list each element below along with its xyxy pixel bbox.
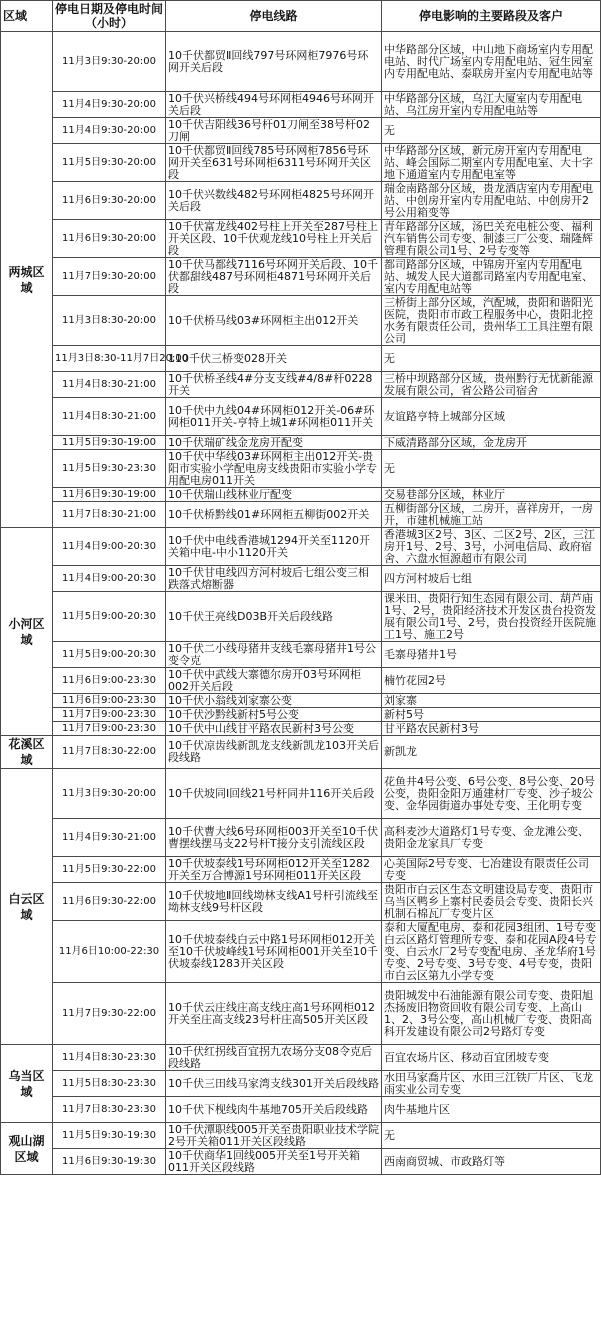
affect-cell: 肉牛基地片区 — [382, 1097, 601, 1123]
time-cell: 11月3日9:30-20:00 — [53, 32, 166, 92]
time-cell: 11月3日8:30-20:00 — [53, 296, 166, 346]
line-cell: 10千伏兴桥线494号环网柜4946号环网开关后段 — [166, 92, 382, 118]
region-cell: 花溪区域 — [1, 736, 53, 769]
line-cell: 10千伏曹大线6号环网柜003开关至10千伏曹摆线摆马支22号杆T接分支引流线区段 — [166, 819, 382, 857]
table-body — [1, 32, 601, 1175]
line-cell: 10千伏兴数线482号环网柜4825号环网开关后段 — [166, 182, 382, 220]
line-cell: 10千伏潭职线005开关至贵阳职业技术学院2号开关箱011开关区段线路 — [166, 1123, 382, 1149]
time-cell: 11月5日9:30-19:30 — [53, 1123, 166, 1149]
line-cell: 10千伏下枧线肉牛基地705开关后段线路 — [166, 1097, 382, 1123]
affect-cell: 交易巷部分区域，林业厅 — [382, 488, 601, 502]
table-row — [1, 883, 601, 921]
table-row — [1, 182, 601, 220]
affect-cell: 毛寨母猪井1号 — [382, 642, 601, 668]
line-cell: 10千伏吉阳线36号杆01刀闸至38号杆02刀闸 — [166, 118, 382, 144]
affect-cell: 都司路部分区域，中锦房开室内专用配电站、城发人民大道都司路室内专用配电室、室内专用配电站等 — [382, 258, 601, 296]
affect-cell: 无 — [382, 1123, 601, 1149]
table-row — [1, 1149, 601, 1175]
affect-cell: 瑞金南路部分区域，贵龙酒店室内专用配电站、中创房开室内专用配电站、中创房开2号公用箱变等 — [382, 182, 601, 220]
affect-cell: 新凯龙 — [382, 736, 601, 769]
table-row — [1, 450, 601, 488]
affect-cell: 五柳街部分区域，二房开，喜祥房开，一房开，市建机械施工站 — [382, 502, 601, 528]
header-line: 停电线路 — [166, 1, 382, 32]
table-row — [1, 436, 601, 450]
region-cell: 小河区域 — [1, 528, 53, 736]
line-cell: 10千伏小翁线刘家寨公变 — [166, 694, 382, 708]
table-row — [1, 857, 601, 883]
affect-cell: 楠竹花园2号 — [382, 668, 601, 694]
line-cell: 10千伏都贸Ⅱ回线785号环网柜7856号环网开关至631号环网柜6311号环网开关区段 — [166, 144, 382, 182]
table-row — [1, 694, 601, 708]
table-row — [1, 258, 601, 296]
region-cell: 白云区域 — [1, 769, 53, 1045]
line-cell: 10千伏马都线7116号环网开关后段、10千伏都甜线487号环网柜4871号环网开关后段 — [166, 258, 382, 296]
time-cell: 11月3日8:30-11月7日20:00 — [53, 346, 166, 372]
affect-cell: 甘平路农民新村3号 — [382, 722, 601, 736]
line-cell: 10千伏坡泰线1号环网柜012开关至1282开关至万合博源1号环网柜011开关区段 — [166, 857, 382, 883]
affect-cell: 四方河村坡后七组 — [382, 566, 601, 592]
table-row — [1, 1097, 601, 1123]
line-cell: 10千伏沙黔线新村5号公变 — [166, 708, 382, 722]
region-cell: 乌当区域 — [1, 1045, 53, 1123]
time-cell: 11月6日10:00-22:30 — [53, 921, 166, 983]
affect-cell: 水田马家喬片区、水田三江铁厂片区、飞龙雨实业公司专变 — [382, 1071, 601, 1097]
line-cell: 10千伏坡泰线白云中路1号环网柜012开关至10千伏坡峰线1号环网柜001开关至10千伏坡泰线1283开关区段 — [166, 921, 382, 983]
line-cell: 10千伏二小线母猪井支线毛寨母猪井1号公变令克 — [166, 642, 382, 668]
header-time: 停电日期及停电时间（小时） — [53, 1, 166, 32]
line-cell: 10千伏瑞矿线金龙房开配变 — [166, 436, 382, 450]
affect-cell: 西南商贸城、市政路灯等 — [382, 1149, 601, 1175]
table-row — [1, 32, 601, 92]
table-row — [1, 769, 601, 819]
table-header-row — [1, 1, 601, 32]
line-cell: 10千伏云庄线庄高支线庄高1号环网柜012开关至庄高支线23号杆庄高505开关区段 — [166, 983, 382, 1045]
affect-cell: 心美国际2号专变、七冶建设有限责任公司专变 — [382, 857, 601, 883]
time-cell: 11月4日9:30-21:00 — [53, 819, 166, 857]
affect-cell: 下威清路部分区域，金龙房开 — [382, 436, 601, 450]
line-cell: 10千伏红拐线百宜拐九农场分支08令克后段线路 — [166, 1045, 382, 1071]
affect-cell: 百宜农场片区、移动百宜团坡专变 — [382, 1045, 601, 1071]
table-row — [1, 592, 601, 642]
time-cell: 11月6日9:30-20:00 — [53, 220, 166, 258]
line-cell: 10千伏桥马线03#环网柜主出012开关 — [166, 296, 382, 346]
line-cell: 10千伏都贸Ⅱ回线797号环网柜7976号环网开关后段 — [166, 32, 382, 92]
table-row — [1, 1071, 601, 1097]
time-cell: 11月7日9:30-22:00 — [53, 983, 166, 1045]
affect-cell: 刘家寨 — [382, 694, 601, 708]
affect-cell: 中华路部分区域，中山地下商场室内专用配电站、时代广场室内专用配电站、冠生园室内专用配电站、泰联房开室内专用配电站等 — [382, 32, 601, 92]
line-cell: 10千伏中山线甘平路农民新村3号公变 — [166, 722, 382, 736]
table-row — [1, 144, 601, 182]
affect-cell: 贵阳市白云区生态文明建设局专变、贵阳市乌当区鸭乡上寨村民委员会专变、贵阳长兴机制石棉瓦厂专变片区 — [382, 883, 601, 921]
table-row — [1, 736, 601, 769]
time-cell: 11月5日9:30-22:00 — [53, 857, 166, 883]
table-row — [1, 398, 601, 436]
affect-cell: 课米田、贵阳行知生态园有限公司、葫芦庙1号、2号，贵阳经济技术开发区贵台投资发展有限公司1号、2号，贵台投资经开医院施工1号、施工2号 — [382, 592, 601, 642]
line-cell: 10千伏中武线大寨德尔房开03号环网柜002开关后段 — [166, 668, 382, 694]
line-cell: 10千伏桥黔线01#环网柜五柳街002开关 — [166, 502, 382, 528]
table-row — [1, 819, 601, 857]
line-cell: 10千伏富龙线402号柱上开关至287号柱上开关区段、10千伏观龙线10号柱上开关后段 — [166, 220, 382, 258]
line-cell: 10千伏中华线03#环网柜主出012开关-贵阳市实验小学配电房支线贵阳市实验小学专用配电房011开关 — [166, 450, 382, 488]
time-cell: 11月6日9:30-19:00 — [53, 488, 166, 502]
header-region: 区域 — [1, 1, 53, 32]
table-row — [1, 346, 601, 372]
time-cell: 11月6日9:30-20:00 — [53, 182, 166, 220]
affect-cell: 贵阳城发中石油能源有限公司专变、贵阳旭杰扬废旧物资回收有限公司专变、上高山1、2、3号公变，高山机械厂专变、贵阳高科开发建设有限公司2号路灯专变 — [382, 983, 601, 1045]
affect-cell: 无 — [382, 450, 601, 488]
table-row — [1, 92, 601, 118]
affect-cell: 花鱼井4号公变、6号公变、8号公变、20号公变，贵阳金阳万通建材厂专变、沙子坡公变、金华园街道办事处专变、王化明专变 — [382, 769, 601, 819]
affect-cell: 友谊路亨特上城部分区域 — [382, 398, 601, 436]
line-cell: 10千伏甘电线四方河村坡后七组公变三相跌落式熔断器 — [166, 566, 382, 592]
table-row — [1, 983, 601, 1045]
table-row — [1, 1045, 601, 1071]
table-row — [1, 708, 601, 722]
line-cell: 10千伏商华1回线005开关至1号开关箱011开关区段线路 — [166, 1149, 382, 1175]
time-cell: 11月4日9:30-20:00 — [53, 92, 166, 118]
affect-cell: 泰和大厦配电房、泰和花园3组团、1号专变白云区路灯管理所专变、泰和花园A段4号专变、白云水厂2号专变配电房、圣龙华府1号专变、2号专变、3号专变、4号专变，贵阳市白云区第九小学专变 — [382, 921, 601, 983]
affect-cell: 新村5号 — [382, 708, 601, 722]
line-cell: 10千伏桥圣线4#分支支线#4/8#杆0228开关 — [166, 372, 382, 398]
time-cell: 11月5日9:30-23:30 — [53, 450, 166, 488]
line-cell: 10千伏王亮线D03B开关后段线路 — [166, 592, 382, 642]
table-row — [1, 528, 601, 566]
table-row — [1, 722, 601, 736]
table-row — [1, 220, 601, 258]
region-cell: 观山湖区域 — [1, 1123, 53, 1175]
time-cell: 11月6日9:00-23:30 — [53, 694, 166, 708]
time-cell: 11月4日9:30-20:00 — [53, 118, 166, 144]
affect-cell: 无 — [382, 346, 601, 372]
header-affect: 停电影响的主要路段及客户 — [382, 1, 601, 32]
time-cell: 11月4日9:00-20:30 — [53, 528, 166, 566]
time-cell: 11月7日8:30-23:30 — [53, 1097, 166, 1123]
line-cell: 10千伏中九线04#环网柜012开关-06#环网柜011开关-亨特上城1#环网柜011开关 — [166, 398, 382, 436]
affect-cell: 三桥中坝路部分区域，贵州黔行无忧新能源发展有限公司，省公路公司宿舍 — [382, 372, 601, 398]
region-cell: 两城区域 — [1, 32, 53, 528]
affect-cell: 无 — [382, 118, 601, 144]
time-cell: 11月5日9:00-20:30 — [53, 592, 166, 642]
time-cell: 11月7日8:30-21:00 — [53, 502, 166, 528]
line-cell: 10千伏坡地Ⅱ回线坳林支线A1号杆引流线至坳林支线9号杆区段 — [166, 883, 382, 921]
line-cell: 10千伏三田线马家湾支线301开关后段线路 — [166, 1071, 382, 1097]
time-cell: 11月5日9:30-19:00 — [53, 436, 166, 450]
time-cell: 11月5日9:00-20:30 — [53, 642, 166, 668]
table-row — [1, 118, 601, 144]
affect-cell: 高科麦沙大道路灯1号专变、金龙滩公变、贵阳金龙家具厂专变 — [382, 819, 601, 857]
time-cell: 11月3日9:30-20:00 — [53, 769, 166, 819]
line-cell: 10千伏瑞山线林业厅配变 — [166, 488, 382, 502]
time-cell: 11月4日9:00-20:30 — [53, 566, 166, 592]
table-row — [1, 488, 601, 502]
table-row — [1, 566, 601, 592]
time-cell: 11月5日9:30-20:00 — [53, 144, 166, 182]
line-cell: 10千伏中电线香港城1294开关至1120开关箱中电-中小1120开关 — [166, 528, 382, 566]
time-cell: 11月7日9:00-23:30 — [53, 708, 166, 722]
table-row — [1, 921, 601, 983]
affect-cell: 中华路部分区域，新元房开室内专用配电站、峰会国际二期室内专用配电室、大十字地下通道室内专用配电室等 — [382, 144, 601, 182]
time-cell: 11月4日8:30-23:30 — [53, 1045, 166, 1071]
time-cell: 11月4日8:30-21:00 — [53, 372, 166, 398]
time-cell: 11月5日8:30-23:30 — [53, 1071, 166, 1097]
time-cell: 11月6日9:30-22:00 — [53, 883, 166, 921]
line-cell: 10千伏凉齿线新凯龙支线新凯龙103开关后段线路 — [166, 736, 382, 769]
time-cell: 11月4日8:30-21:00 — [53, 398, 166, 436]
time-cell: 11月7日9:00-23:30 — [53, 722, 166, 736]
table-row — [1, 668, 601, 694]
table-row — [1, 502, 601, 528]
line-cell: 110千伏三桥变028开关 — [166, 346, 382, 372]
time-cell: 11月7日8:30-22:00 — [53, 736, 166, 769]
table-row — [1, 642, 601, 668]
line-cell: 10千伏坡同Ⅰ回线21号杆同井116开关后段 — [166, 769, 382, 819]
time-cell: 11月7日9:30-20:00 — [53, 258, 166, 296]
affect-cell: 三桥街上部分区域，汽配城，贵阳和谐阳光医院，贵阳市市政工程服务中心，贵阳北控水务有限责任公司，贵州华工工具注塑有限公司 — [382, 296, 601, 346]
time-cell: 11月6日9:00-23:30 — [53, 668, 166, 694]
affect-cell: 青年路部分区域，汤巴关充电桩公变、福利汽车销售公司专变、制漆三厂公变、瑞隆辉管理有限公司1号、2号专变等 — [382, 220, 601, 258]
affect-cell: 香港城3区2号、3区、二区2号、2区，三江房开1号、2号、3号，小河电信局、政府宿舍、六盘水恒源超市有限公司 — [382, 528, 601, 566]
table-row — [1, 296, 601, 346]
affect-cell: 中华路部分区域，乌江大厦室内专用配电站、乌江房开室内专用配电站等 — [382, 92, 601, 118]
table-row — [1, 372, 601, 398]
time-cell: 11月6日9:30-19:30 — [53, 1149, 166, 1175]
table-row — [1, 1123, 601, 1149]
